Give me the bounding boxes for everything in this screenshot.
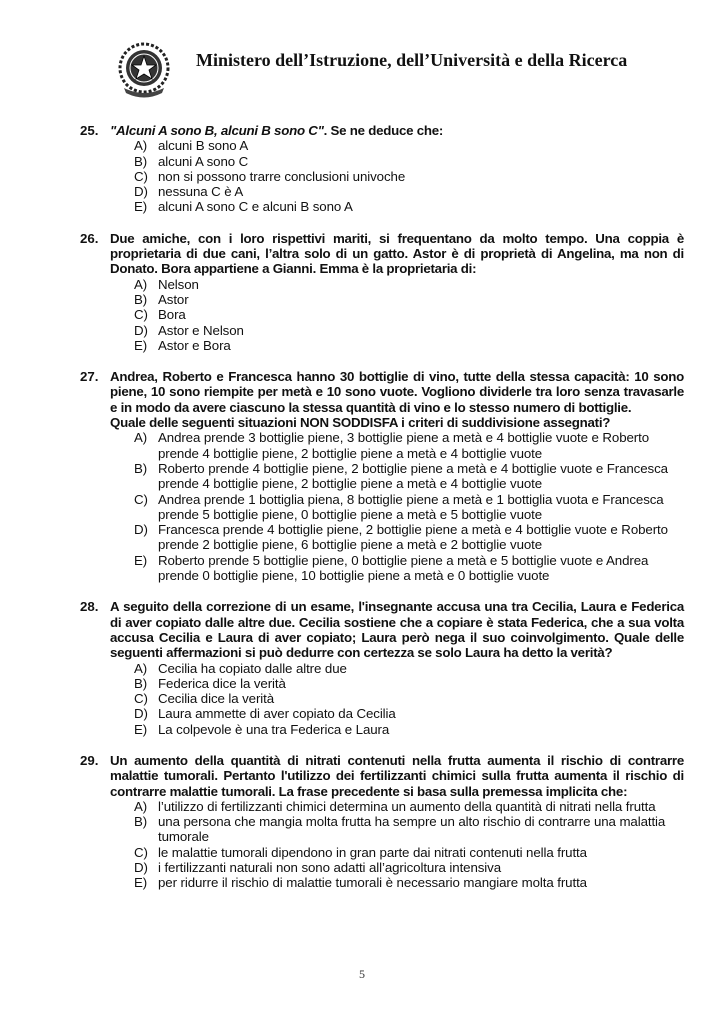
question-number: 26. (80, 230, 99, 246)
option-label: D) (134, 522, 148, 538)
option-label: C) (134, 491, 148, 507)
option-label: E) (134, 875, 148, 891)
question-quote: "Alcuni A sono B, alcuni B sono C" (110, 123, 324, 138)
options-list (110, 799, 684, 891)
option-b (110, 461, 684, 492)
option-text: una persona che mangia molta frutta ha sempre un alto rischio di contrarre una malattia tumorale (158, 814, 666, 845)
option-a (110, 799, 684, 814)
option-text: alcuni B sono A (158, 138, 249, 154)
question-number: 29. (80, 752, 99, 768)
ministry-title: Ministero dell’Istruzione, dell’Università e della Ricerca (196, 50, 628, 70)
option-text: i fertilizzanti naturali non sono adatti all’agricoltura intensiva (158, 860, 502, 876)
option-e (110, 199, 684, 214)
question-26 (80, 231, 684, 353)
option-b (110, 676, 684, 691)
option-text: Francesca prende 4 bottiglie piene, 2 bottiglie piene a metà e 4 bottiglie vuote e Roberto prende 2 bottiglie piene, 6 bottiglie piene a metà e 2 bottiglie vuote (158, 522, 668, 553)
option-c (110, 691, 684, 706)
option-c (110, 845, 684, 860)
option-text: Andrea prende 1 bottiglia piena, 8 bottiglie piene a metà e 1 bottiglia vuota e Francesca prende 5 bottiglie piene, 0 bottiglie piene a metà e 5 bottiglie vuote (158, 491, 664, 522)
option-label: A) (134, 798, 148, 814)
option-text: alcuni A sono C e alcuni B sono A (158, 199, 353, 215)
option-text: Astor (158, 291, 189, 307)
options-list (110, 138, 684, 214)
question-list (80, 123, 684, 907)
option-d (110, 184, 684, 199)
question-text (110, 123, 684, 138)
option-e (110, 553, 684, 584)
option-e (110, 875, 684, 890)
option-label: C) (134, 844, 148, 860)
option-label: E) (134, 199, 148, 215)
question-prompt: Quale delle seguenti situazioni NON SODDISFA i criteri di suddivisione assegnati? (110, 415, 611, 431)
option-a (110, 430, 684, 461)
page-header (110, 38, 670, 118)
option-b (110, 814, 684, 845)
italian-republic-emblem-icon (116, 40, 172, 104)
option-label: C) (134, 307, 148, 323)
option-label: D) (134, 706, 148, 722)
option-text: La colpevole è una tra Federica e Laura (158, 721, 390, 737)
question-25 (80, 123, 684, 215)
option-text: Andrea prende 3 bottiglie piene, 3 bottiglie piene a metà e 4 bottiglie vuote e Roberto prende 4 bottiglie piene, 2 bottiglie piene a metà e 4 bottiglie vuote (158, 430, 650, 461)
option-text: Laura ammette di aver copiato da Cecilia (158, 706, 396, 722)
option-text: per ridurre il rischio di malattie tumorali è necessario mangiare molta frutta (158, 875, 587, 891)
option-label: A) (134, 660, 148, 676)
option-label: A) (134, 276, 148, 292)
option-label: D) (134, 322, 148, 338)
option-d (110, 706, 684, 721)
option-text: Federica dice la verità (158, 675, 286, 691)
option-c (110, 169, 684, 184)
option-text: Cecilia dice la verità (158, 691, 275, 707)
question-text: A seguito della correzione di un esame, l'insegnante accusa una tra Cecilia, Laura e Federica di aver copiato dalle altre due. Cecilia sostiene che a copiare è stata Federica, che a sua volta accusa Cecilia e Laura di aver copiato; Laura però nega il suo coinvolgimento. Quale delle seguenti affermazioni si può dedurre con certezza se solo Laura ha detto la verità? (110, 599, 684, 661)
option-b (110, 292, 684, 307)
option-text: Bora (158, 307, 186, 323)
option-label: D) (134, 184, 148, 200)
option-text: Roberto prende 4 bottiglie piene, 2 bottiglie piene a metà e 4 bottiglie vuote e Francesca prende 4 bottiglie piene, 2 bottiglie piene a metà e 4 bottiglie vuote (158, 460, 668, 492)
options-list (110, 661, 684, 737)
option-text: le malattie tumorali dipendono in gran parte dai nitrati contenuti nella frutta (158, 844, 587, 860)
question-number: 25. (80, 123, 99, 138)
option-text: non si possono trarre conclusioni univoche (158, 168, 406, 184)
option-label: E) (134, 552, 148, 568)
option-d (110, 522, 684, 553)
option-a (110, 277, 684, 292)
option-label: B) (134, 291, 148, 307)
option-label: E) (134, 337, 148, 353)
option-text: Cecilia ha copiato dalle altre due (158, 660, 347, 676)
option-label: A) (134, 430, 148, 446)
option-c (110, 492, 684, 523)
option-c (110, 307, 684, 322)
option-label: B) (134, 460, 148, 476)
option-label: C) (134, 168, 148, 184)
question-text: Due amiche, con i loro rispettivi mariti, si frequentano da molto tempo. Una coppia è proprietaria di due cani, l’altra solo di un gatto. Astor è di proprietà di Angelina, ma non di Donato. Bora appartiene a Gianni. Emma è la proprietaria di: (110, 230, 684, 277)
option-d (110, 860, 684, 875)
option-label: E) (134, 721, 148, 737)
option-a (110, 661, 684, 676)
question-text: Andrea, Roberto e Francesca hanno 30 bottiglie di vino, tutte della stessa capacità: 10 sono piene, 10 sono riempite per metà e 10 sono vuote. Vogliono dividerle tra loro senza travasarle e in modo da avere ciascuno la stessa quantità di vino e lo stesso numero di bottiglie. (110, 369, 684, 415)
option-label: D) (134, 860, 148, 876)
option-label: B) (134, 153, 148, 169)
question-prompt: . Se ne deduce che: (323, 123, 444, 138)
option-e (110, 722, 684, 737)
option-text: Roberto prende 5 bottiglie piene, 0 bottiglie piene a metà e 5 bottiglie vuote e Andrea prende 0 bottiglie piene, 10 bottiglie piene a metà e 0 bottiglie vuote (158, 552, 649, 584)
option-text: alcuni A sono C (158, 153, 249, 169)
option-text: nessuna C è A (158, 184, 244, 200)
option-text: Astor e Bora (158, 337, 231, 353)
option-label: A) (134, 138, 148, 154)
question-text: Un aumento della quantità di nitrati contenuti nella frutta aumenta il rischio di contrarre malattie tumorali. Pertanto l'utilizzo dei fertilizzanti chimici sulla frutta aumenta il rischio di contrarre malattie tumorali. La frase precedente si basa sulla premessa implicita che: (110, 752, 684, 799)
option-d (110, 323, 684, 338)
option-text: l’utilizzo di fertilizzanti chimici determina un aumento della quantità di nitrati nella frutta (158, 798, 656, 814)
question-number: 28. (80, 599, 99, 615)
options-list (110, 430, 684, 583)
option-a (110, 138, 684, 153)
question-28 (80, 599, 684, 737)
option-e (110, 338, 684, 353)
question-29 (80, 753, 684, 891)
option-label: B) (134, 675, 148, 691)
option-label: B) (134, 814, 148, 830)
question-27 (80, 369, 684, 583)
option-label: C) (134, 691, 148, 707)
options-list (110, 277, 684, 353)
option-text: Nelson (158, 276, 199, 292)
option-b (110, 154, 684, 169)
option-text: Astor e Nelson (158, 322, 244, 338)
question-number: 27. (80, 369, 99, 385)
page-number: 5 (359, 967, 365, 981)
